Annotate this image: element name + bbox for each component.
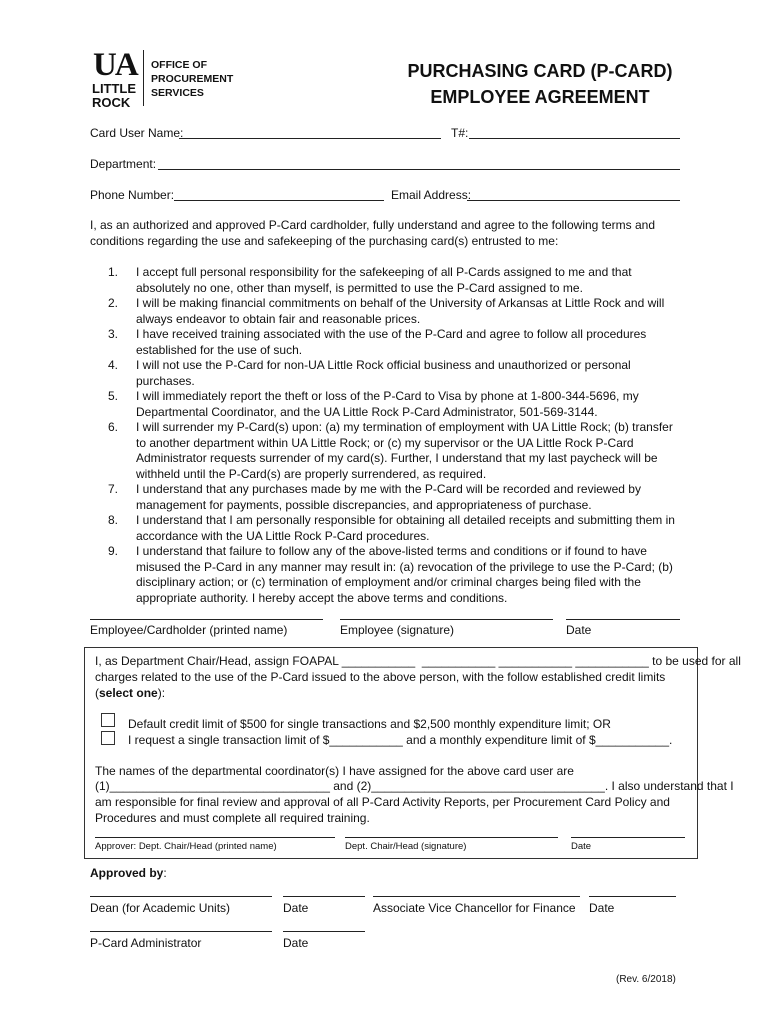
term-text: I understand that failure to follow any of the above-listed terms and conditions or if found to have misused the P-Card in any manner may result in: (a) revocation of the privilege to use the P-Card; (b) disciplinary action; or (c) termination of employment and/or criminal charges being filed with the appropriate authority. I hereby accept the above terms and conditions.: [136, 544, 673, 605]
employee-date-input[interactable]: [566, 619, 680, 620]
list-item: [108, 327, 683, 358]
foapal-assign-pre: I, as Department Chair/Head, assign FOAPAL: [95, 654, 342, 668]
employee-printed-name-label: Employee/Cardholder (printed name): [90, 623, 288, 637]
approved-by-bold: Approved by: [90, 866, 164, 880]
avc-label: Associate Vice Chancellor for Finance: [373, 901, 576, 915]
foapal-blank-4[interactable]: ___________: [575, 654, 649, 668]
term-text: I have received training associated with the use of the P-Card and agree to follow all procedures established for the use of such.: [136, 327, 647, 357]
term-text: I will be making financial commitments on behalf of the University of Arkansas at Little Rock and will always endeavor to obtain fair and reasonable prices.: [136, 296, 665, 326]
foapal-assign-post: to be used for all: [648, 654, 741, 668]
term-text: I will not use the P-Card for non-UA Little Rock official business and unauthorized or personal purchases.: [136, 358, 631, 388]
term-number: 7.: [108, 482, 119, 496]
coordinator-line-4: Procedures and must complete all required training.: [95, 811, 370, 825]
logo-little-rock: [92, 82, 136, 110]
list-item: [108, 296, 683, 327]
logo-little: LITTLE: [92, 81, 137, 96]
phone-label: Phone Number:: [90, 188, 175, 202]
office-line-1: OFFICE OF: [151, 59, 207, 71]
list-item: [108, 420, 683, 482]
foapal-blank-3[interactable]: ___________: [498, 654, 573, 668]
approver-signature-input[interactable]: [345, 837, 558, 838]
intro-paragraph: I, as an authorized and approved P-Card cardholder, fully understand and agree to the following terms and conditions regarding the use and safekeeping of the purchasing card(s) entrusted to me:: [90, 218, 656, 248]
avc-date-input[interactable]: [589, 896, 676, 897]
custom-limit-label: I request a single transaction limit of $___________ and a monthly expenditure limit of $___________.: [128, 733, 673, 747]
pcard-admin-signature-input[interactable]: [90, 931, 272, 932]
email-label: Email Address:: [391, 188, 472, 202]
approved-by-colon: :: [163, 866, 167, 880]
list-item: [108, 389, 683, 420]
page-title-line-2: EMPLOYEE AGREEMENT: [430, 87, 650, 107]
office-line-2: PROCUREMENT: [151, 73, 234, 85]
approver-date-label: Date: [571, 841, 592, 852]
dean-label: Dean (for Academic Units): [90, 901, 231, 915]
revision-note: (Rev. 6/2018): [616, 974, 676, 985]
employee-printed-name-input[interactable]: [90, 619, 323, 620]
dean-signature-input[interactable]: [90, 896, 272, 897]
list-item: [108, 544, 683, 606]
term-number: 5.: [108, 389, 119, 403]
term-number: 6.: [108, 420, 119, 434]
term-number: 3.: [108, 327, 119, 341]
foapal-assign-line: [95, 654, 741, 669]
term-text: I will immediately report the theft or loss of the P-Card to Visa by phone at 1-800-344-5696, my Departmental Coordinator, and the UA Little Rock P-Card Administrator, 501-569-3144.: [136, 389, 639, 419]
foapal-blank-2[interactable]: ___________: [421, 654, 496, 668]
term-text: I accept full personal responsibility for the safekeeping of all P-Cards assigned to me and that absolutely no one, other than myself, is permitted to use the P-Card assigned to me.: [136, 265, 632, 295]
foapal-blank-1[interactable]: ___________: [341, 654, 416, 668]
list-item: [108, 482, 683, 513]
coordinator-line-3: am responsible for final review and approval of all P-Card Activity Reports, per Procurement Card Policy and: [95, 795, 670, 809]
logo-rock: ROCK: [92, 95, 131, 110]
term-text: I will surrender my P-Card(s) upon: (a) my termination of employment with UA Little Rock; (b) transfer to another department within UA Little Rock; or (c) my supervisor or the UA Little Rock P-Card Administrator requests surrender of my card(s). Further, I understand that my last paycheck will be withheld until the P-Card(s) are properly surrendered, as required.: [136, 420, 673, 481]
office-name: [151, 58, 233, 100]
office-line-3: SERVICES: [151, 87, 204, 99]
avc-date-label: Date: [589, 901, 615, 915]
department-label: Department:: [90, 157, 157, 171]
select-one-bold: select one: [99, 686, 158, 700]
term-text: I understand that any purchases made by me with the P-Card will be recorded and reviewed by management for payments, possible discrepancies, and appropriateness of purchase.: [136, 482, 641, 512]
default-limit-checkbox[interactable]: [101, 713, 115, 727]
select-one-close: ):: [157, 686, 166, 700]
term-number: 9.: [108, 544, 119, 558]
pcard-admin-date-input[interactable]: [283, 931, 365, 932]
phone-input[interactable]: [174, 200, 384, 201]
credit-limit-instruction: charges related to the use of the P-Card issued to the above person, with the follow established credit limits: [95, 670, 666, 684]
page-title-line-1: PURCHASING CARD (P-CARD): [407, 61, 673, 81]
approver-signature-label: Dept. Chair/Head (signature): [345, 841, 467, 852]
coordinator-line-2: (1)_________________________________ and (2)___________________________________. I also understand that I: [95, 779, 734, 793]
t-number-input[interactable]: [469, 138, 680, 139]
approver-date-input[interactable]: [571, 837, 685, 838]
email-input[interactable]: [467, 200, 680, 201]
approved-by-heading: [90, 866, 167, 881]
approver-printed-name-input[interactable]: [95, 837, 335, 838]
custom-limit-checkbox[interactable]: [101, 731, 115, 745]
terms-list: [108, 265, 683, 606]
avc-signature-input[interactable]: [373, 896, 580, 897]
select-one-open: (: [95, 686, 99, 700]
default-limit-label: Default credit limit of $500 for single transactions and $2,500 monthly expenditure limit; OR: [128, 717, 611, 731]
term-number: 8.: [108, 513, 119, 527]
term-number: 4.: [108, 358, 119, 372]
card-user-name-input[interactable]: [179, 138, 441, 139]
term-number: 1.: [108, 265, 119, 279]
pcard-admin-label: P-Card Administrator: [90, 936, 202, 950]
card-user-name-label: Card User Name:: [90, 126, 184, 140]
employee-date-label: Date: [566, 623, 592, 637]
t-number-label: T#:: [451, 126, 469, 140]
employee-signature-input[interactable]: [340, 619, 553, 620]
employee-signature-label: Employee (signature): [340, 623, 455, 637]
coordinator-line-1: The names of the departmental coordinator(s) I have assigned for the above card user are: [95, 764, 574, 778]
term-text: I understand that I am personally responsible for obtaining all detailed receipts and submitting them in accordance with the UA Little Rock P-Card procedures.: [136, 513, 675, 543]
dean-date-input[interactable]: [283, 896, 365, 897]
list-item: [108, 358, 683, 389]
list-item: [108, 513, 683, 544]
logo-ua: UA: [93, 47, 137, 83]
dean-date-label: Date: [283, 901, 309, 915]
term-number: 2.: [108, 296, 119, 310]
approver-printed-name-label: Approver: Dept. Chair/Head (printed name): [95, 841, 277, 852]
select-one-instruction: [95, 686, 165, 701]
list-item: [108, 265, 683, 296]
pcard-admin-date-label: Date: [283, 936, 309, 950]
logo-divider: [143, 50, 144, 106]
department-input[interactable]: [158, 169, 680, 170]
